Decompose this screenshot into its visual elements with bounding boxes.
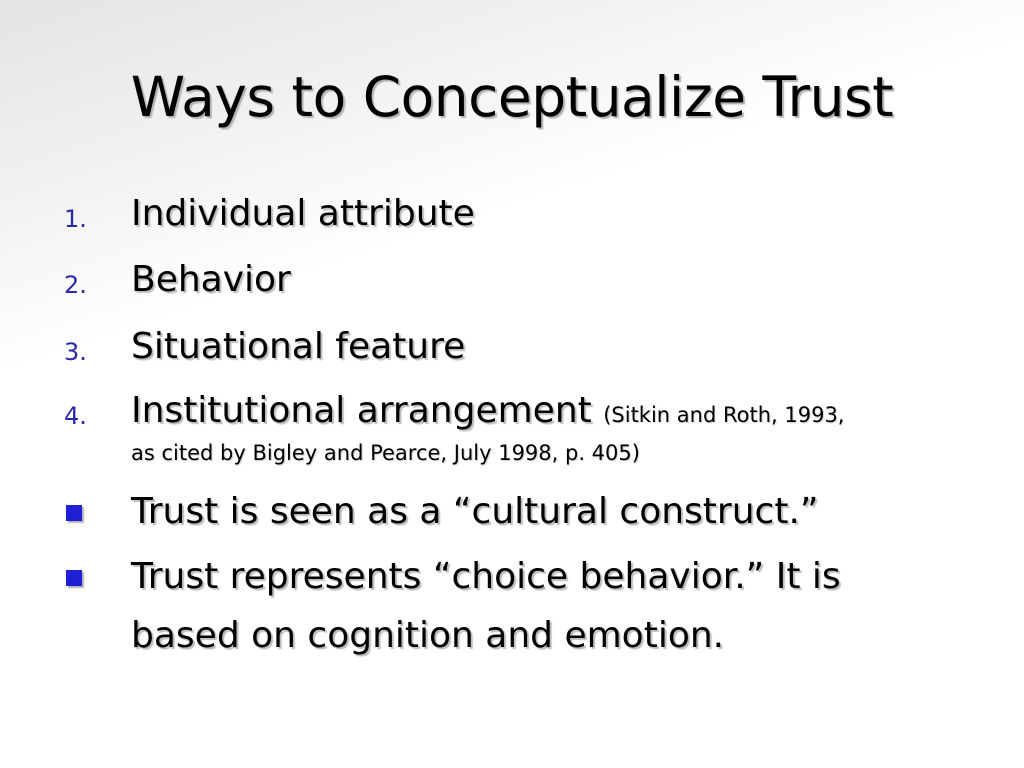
item-number: 1.: [64, 205, 87, 233]
item-text: Institutional arrangement: [131, 390, 592, 431]
slide-title: Ways to Conceptualize Trust: [130, 65, 894, 129]
bullet-text-line-2: based on cognition and emotion.: [131, 615, 725, 656]
item-text: Behavior: [131, 259, 291, 300]
bullet-text-line-1: Trust represents “choice behavior.” It is: [131, 556, 841, 597]
square-bullet-icon: [66, 570, 82, 586]
item-number: 2.: [64, 271, 87, 299]
citation-line-2: as cited by Bigley and Pearce, July 1998, p. 405): [131, 441, 640, 465]
item-text: Individual attribute: [131, 193, 475, 234]
citation-line-1: (Sitkin and Roth, 1993,: [603, 403, 845, 427]
bullet-text: Trust is seen as a “cultural construct.”: [131, 491, 819, 532]
item-text-line: [131, 380, 971, 446]
item-text: Situational feature: [131, 326, 466, 367]
item-number: 4.: [64, 402, 87, 430]
square-bullet-icon: [66, 505, 82, 521]
item-number: 3.: [64, 338, 87, 366]
